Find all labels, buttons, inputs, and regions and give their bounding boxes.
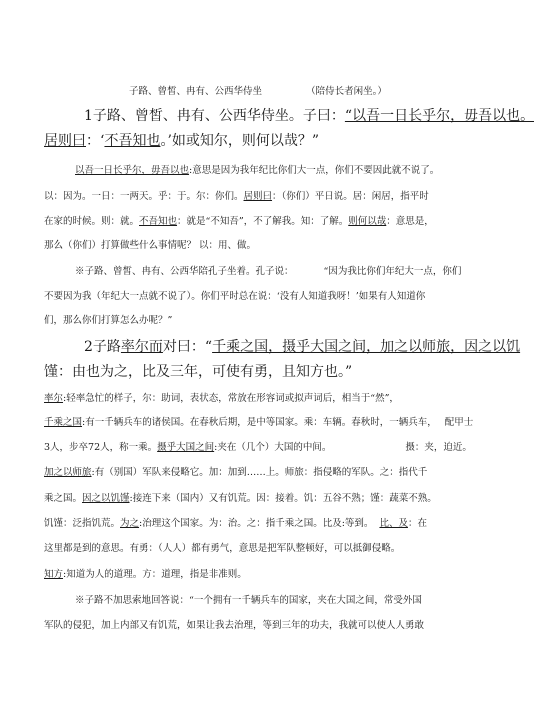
note-term: 摄乎大国之间 xyxy=(157,442,215,453)
s2-note-line-8 xyxy=(44,566,247,580)
s1-note-line-1 xyxy=(75,162,439,176)
header-note: （陪侍长者闲坐。） xyxy=(306,86,387,97)
note-text: 3人，步卒72人，称一乘。 xyxy=(44,442,158,453)
s1-passage-text: 1子路、曾皙、冉有、公西华侍坐。子曰： xyxy=(84,108,345,124)
note-text: 以：因为。一日：一两天。乎：于。尔：你们。 xyxy=(44,191,244,202)
s2-passage-line-1 xyxy=(84,336,520,356)
s2-note-line-2 xyxy=(44,414,473,428)
s1-passage-text: 。’如或知尔，则何以哉？” xyxy=(160,133,320,149)
note-text: ：就是“不知吾”，不了解我。知：了解。 xyxy=(177,216,349,227)
translation-text: “因为我比你们年纪大一点，你们 xyxy=(323,266,462,277)
header-title: 子路、曾皙、冉有、公西华侍坐 xyxy=(129,86,263,97)
note-text: 乘之国。 xyxy=(44,493,83,504)
note-term: 为之 xyxy=(120,518,140,529)
note-text: :有（别国）军队来侵略它。加：加到……上。师旅：指侵略的军队。之：指代千 xyxy=(91,467,428,478)
note-term: 则何以哉 xyxy=(348,216,387,227)
translation-text: ※子路不加思索地回答说：“一个拥有一千辆兵车的国家，夹在大国之间，常受外国 xyxy=(75,595,422,606)
s2-passage-underlined: 率尔而 xyxy=(120,339,163,355)
translation-text: 们，那么你们打算怎么办呢？” xyxy=(44,315,173,326)
note-text: :意思是因为我年纪比你们大一点，你们不要因此就不说了。 xyxy=(189,165,440,176)
translation-text: 军队的侵犯，加上内部又有饥荒，如果让我去治理，等到三年的功夫，我就可以使人人勇敢 xyxy=(44,620,425,631)
translation-text: 不要因为我（年纪大一点就不说了）。你们平时总在说：‘没有人知道我呀！’如果有人知道你 xyxy=(44,291,426,302)
s2-passage-text: 对曰：“ xyxy=(162,339,213,355)
s1-translation-line-1 xyxy=(75,263,461,277)
note-text: 饥馑：泛指饥荒。 xyxy=(44,518,121,529)
s1-passage-underlined: “以吾一日长乎尔，毋吾以也。 xyxy=(344,108,534,124)
s1-passage-underlined: 居则曰 xyxy=(44,133,86,149)
note-text: 摄：夹，迫近。 xyxy=(405,442,472,453)
s1-passage-text: ：‘ xyxy=(86,133,105,149)
s1-note-line-2 xyxy=(44,188,429,202)
s2-passage-text: 馑：由也为之，比及三年，可使有勇，且知方也。” xyxy=(44,364,353,380)
note-term: 不吾知也 xyxy=(139,216,178,227)
s2-translation-line-2 xyxy=(44,617,424,631)
s2-passage-line-2 xyxy=(44,361,352,381)
s2-note-line-6 xyxy=(44,515,427,529)
note-text: :轻率急忙的样子，尔：助词，表状态，常放在形容词或拟声词后，相当于“然”， xyxy=(63,393,399,404)
note-text: ：（你们）平日说。居：闲居，指平时 xyxy=(272,191,429,202)
note-text: :夹在（几个）大国的中间。 xyxy=(214,442,332,453)
note-term: 比、及 xyxy=(379,518,408,529)
note-text: 在家的时候。则：就。 xyxy=(44,216,140,227)
note-text: 配甲士 xyxy=(444,417,474,428)
header-line xyxy=(129,83,387,97)
s2-note-line-1 xyxy=(44,390,399,404)
s2-note-line-7 xyxy=(44,540,400,554)
note-term: 因之以饥馑 xyxy=(82,493,130,504)
s1-translation-line-2 xyxy=(44,288,425,302)
s2-translation-line-1 xyxy=(75,592,422,606)
s2-note-line-5 xyxy=(44,490,437,504)
note-text: :治理这个国家。为：治。之：指千乘之国。比及:等到。 xyxy=(139,518,374,529)
s2-note-line-3 xyxy=(44,439,472,453)
s1-passage-line-1 xyxy=(84,105,534,125)
s1-passage-underlined: 不吾知也 xyxy=(104,133,161,149)
note-text: ：意思是， xyxy=(386,216,434,227)
note-term: 千乘之国 xyxy=(44,417,83,428)
note-text: 这里都是到的意思。有勇：（人人）都有勇气，意思是把军队整顿好，可以抵御侵略。 xyxy=(44,543,401,554)
note-term: 以吾一日长乎尔，毋吾以也 xyxy=(75,165,190,176)
s2-passage-text: 2子路 xyxy=(84,339,121,355)
s1-note-line-3 xyxy=(44,213,434,227)
note-term: 居则曰 xyxy=(243,191,273,202)
note-text: :接连下来（国内）又有饥荒。因：接着。饥：五谷不熟；馑：蔬菜不熟。 xyxy=(129,493,437,504)
s1-note-line-4 xyxy=(44,237,256,251)
s2-note-line-4 xyxy=(44,464,427,478)
note-text: ：在 xyxy=(407,518,427,529)
note-term: 知方 xyxy=(44,569,64,580)
s1-translation-line-3 xyxy=(44,312,172,326)
s1-passage-line-2 xyxy=(44,130,319,150)
s2-passage-underlined: 千乘之国，摄乎大国之间，加之以师旅，因之以饥 xyxy=(212,339,521,355)
translation-text: ※子路、曾皙、冉有、公西华陪孔子坐着。孔子说： xyxy=(75,266,294,277)
note-text: :有一千辆兵车的诸侯国。在春秋后期，是中等国家。乘：车辆。春秋时，一辆兵车， xyxy=(82,417,437,428)
note-term: 率尔 xyxy=(44,393,64,404)
note-term: 加之以师旅 xyxy=(44,467,92,478)
note-text: 那么（你们）打算做些什么事情呢？ 以：用、做。 xyxy=(44,240,257,251)
note-text: :知道为人的道理。方：道理，指是非准则。 xyxy=(63,569,247,580)
